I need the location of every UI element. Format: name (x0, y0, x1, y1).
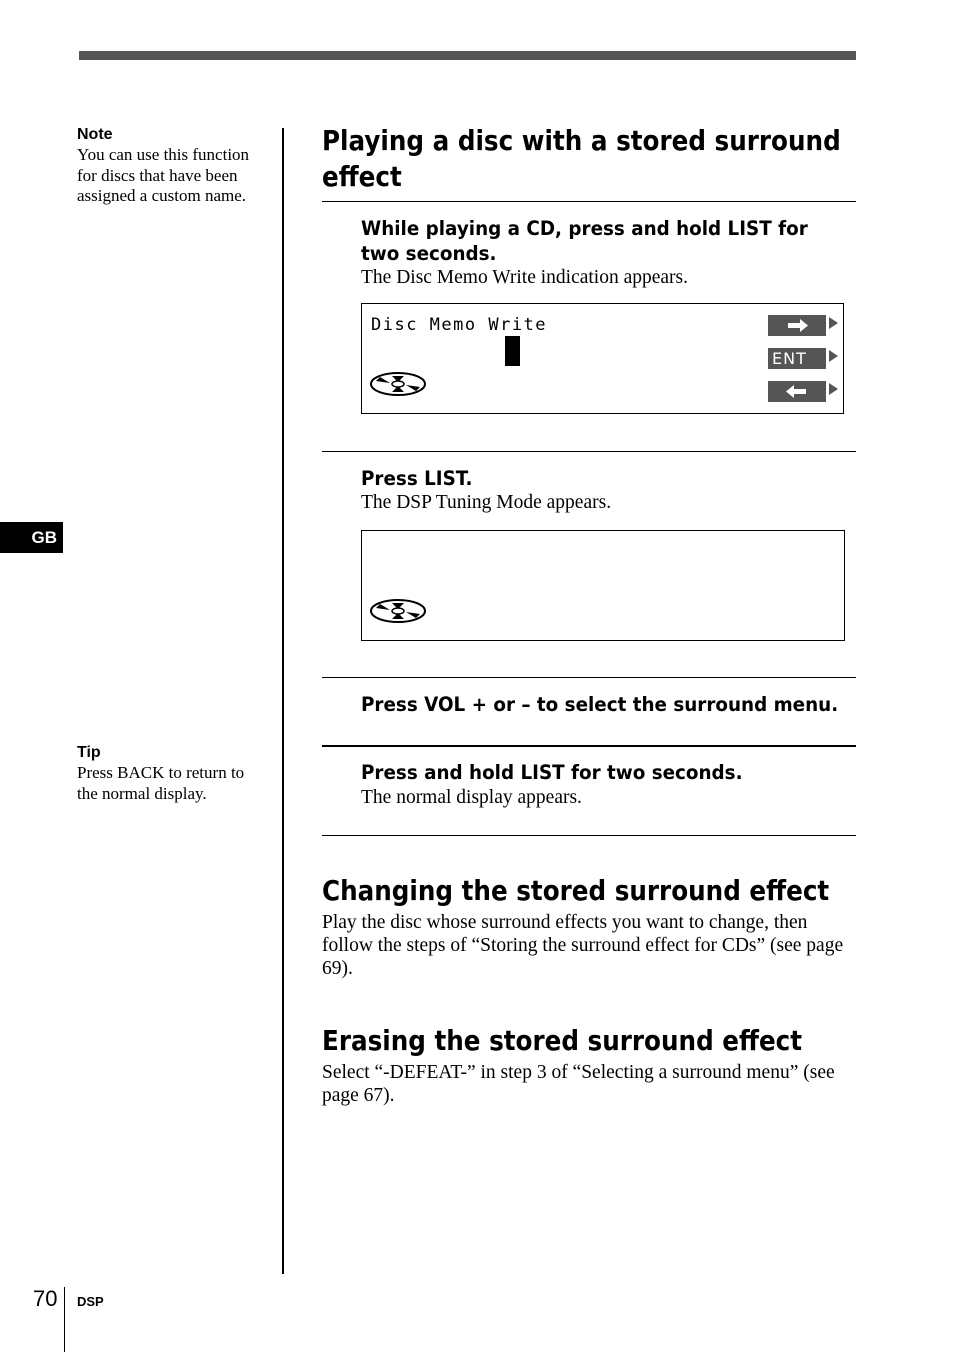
step-1-result: The Disc Memo Write indication appears. (361, 267, 689, 288)
tip-label: Tip (77, 744, 101, 761)
right-arrow-icon (768, 315, 826, 336)
language-tab: GB (0, 522, 63, 553)
step-2-result: The DSP Tuning Mode appears. (361, 492, 612, 513)
step-3-instruction: Press VOL + or – to select the surround menu. (361, 693, 839, 716)
section-title-erasing: Erasing the stored surround effect (322, 1024, 803, 1057)
right-arrow-button (768, 315, 826, 336)
triangle-icon (829, 350, 838, 362)
section-title-changing: Changing the stored surround effect (322, 874, 830, 907)
divider (322, 677, 856, 678)
note-label: Note (77, 126, 113, 143)
step-4-instruction: Press and hold LIST for two seconds. (361, 761, 743, 784)
footer-divider (64, 1287, 65, 1352)
step-1-instruction: While playing a CD, press and hold LIST for two seconds. (361, 217, 808, 265)
tip-block (77, 743, 262, 804)
note-block (77, 125, 262, 207)
header-bar (79, 51, 856, 60)
section-2-text: Play the disc whose surround effects you want to change, then follow the steps of “Storing the surround effect for CDs” (see page 69). (322, 912, 844, 979)
left-arrow-button (768, 381, 826, 402)
disc-icon (370, 599, 426, 623)
footer-section: DSP (77, 1294, 104, 1309)
left-arrow-icon (768, 381, 826, 402)
ent-button (768, 348, 826, 369)
step-4-result: The normal display appears. (361, 787, 582, 808)
divider (322, 201, 856, 202)
lcd-display-disc-memo (361, 303, 844, 414)
disc-icon (370, 372, 426, 396)
section-3-text: Select “-DEFEAT-” in step 3 of “Selecting a surround menu” (see page 67). (322, 1062, 835, 1106)
ent-label: ENT (772, 349, 807, 368)
cursor-block (505, 336, 520, 366)
divider (322, 835, 856, 836)
lcd-display-dsp-tuning (361, 530, 845, 641)
note-text: You can use this function for discs that have been assigned a custom name. (77, 145, 250, 205)
divider (322, 745, 856, 747)
lcd-text: Disc Memo Write (371, 315, 548, 335)
triangle-icon (829, 383, 838, 395)
page-number: 70 (33, 1286, 58, 1311)
step-2-instruction: Press LIST. (361, 467, 473, 490)
tip-text: Press BACK to return to the normal display. (77, 763, 245, 803)
triangle-icon (829, 317, 838, 329)
divider (322, 451, 856, 452)
section-title-playing: Playing a disc with a stored surround effect (322, 124, 841, 193)
column-divider (282, 128, 284, 1274)
